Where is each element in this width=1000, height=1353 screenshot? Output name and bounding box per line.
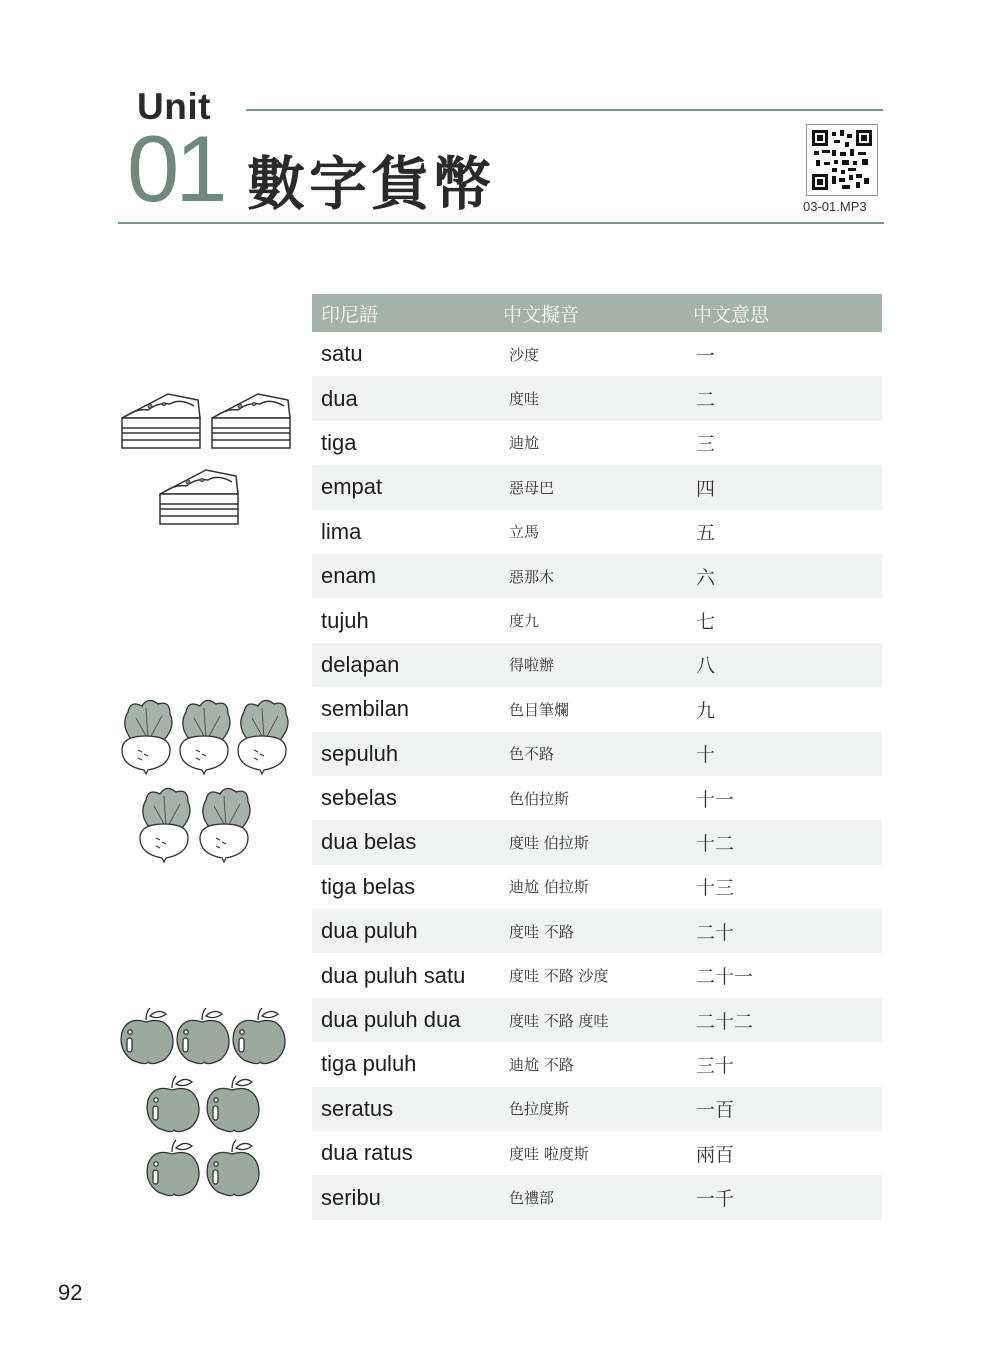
table-row — [312, 998, 882, 1042]
table-body — [312, 332, 882, 1220]
cell-pronunciation: 立馬 — [508, 523, 539, 542]
cell-indonesian: dua belas — [321, 829, 417, 855]
table-header — [312, 294, 882, 332]
cell-indonesian: dua ratus — [321, 1140, 413, 1166]
cell-pronunciation: 惡母巴 — [508, 478, 554, 497]
cell-indonesian: sebelas — [321, 785, 397, 811]
cell-pronunciation: 度九 — [508, 612, 539, 631]
audio-file-label: 03-01.MP3 — [803, 199, 867, 214]
table-row — [312, 1042, 882, 1086]
cell-pronunciation: 度哇 不路 度哇 — [508, 1011, 609, 1030]
cell-pronunciation: 度哇 伯拉斯 — [508, 833, 589, 852]
table-row — [312, 953, 882, 997]
cell-pronunciation: 色目筆爛 — [508, 700, 569, 719]
cell-meaning: 七 — [695, 611, 715, 634]
header-rule-top — [246, 109, 883, 111]
cell-indonesian: seribu — [321, 1184, 381, 1210]
table-row — [312, 687, 882, 731]
cell-pronunciation: 沙度 — [508, 345, 539, 364]
table-row — [312, 865, 882, 909]
cell-meaning: 三 — [695, 433, 715, 456]
cell-meaning: 二十 — [695, 921, 734, 944]
cell-meaning: 十一 — [695, 788, 734, 811]
cell-indonesian: tiga belas — [321, 873, 416, 899]
cell-indonesian: sembilan — [321, 696, 410, 722]
cell-pronunciation: 度哇 — [508, 390, 539, 409]
column-header-indonesian: 印尼語 — [321, 303, 379, 326]
cell-meaning: 兩百 — [695, 1143, 734, 1166]
table-row — [312, 776, 882, 820]
cell-pronunciation: 度哇 不路 沙度 — [508, 967, 609, 986]
cell-indonesian: sepuluh — [321, 740, 399, 766]
cell-meaning: 十 — [695, 744, 715, 767]
cell-meaning: 六 — [695, 566, 715, 589]
page-number: 92 — [58, 1280, 83, 1305]
table-row — [312, 1087, 882, 1131]
cell-indonesian: satu — [321, 341, 363, 367]
cell-meaning: 一 — [695, 344, 715, 367]
cell-pronunciation: 色不路 — [508, 745, 554, 764]
cell-indonesian: dua puluh satu — [321, 962, 466, 988]
table-row — [312, 1175, 882, 1219]
table-row — [312, 376, 882, 420]
apples-illustration — [118, 1008, 298, 1198]
cell-indonesian: empat — [321, 474, 383, 500]
cell-meaning: 一百 — [695, 1099, 734, 1122]
cell-meaning: 四 — [695, 477, 715, 500]
cell-pronunciation: 度哇 不路 — [508, 922, 574, 941]
cell-pronunciation: 得啦辦 — [508, 656, 554, 675]
table-row — [312, 1131, 882, 1175]
table-row — [312, 820, 882, 864]
cell-indonesian: lima — [321, 518, 362, 544]
cell-meaning: 三十 — [695, 1054, 734, 1077]
cell-pronunciation: 色伯拉斯 — [508, 789, 569, 808]
cell-indonesian: dua — [321, 385, 358, 411]
cell-indonesian: tiga puluh — [321, 1051, 417, 1077]
page-title: 數字貨幣 — [247, 150, 496, 218]
cell-indonesian: dua puluh dua — [321, 1007, 461, 1033]
table-row — [312, 643, 882, 687]
cell-pronunciation: 迪尬 伯拉斯 — [508, 878, 589, 897]
cell-meaning: 二十二 — [695, 1010, 753, 1033]
cell-indonesian: delapan — [321, 651, 400, 677]
table-row — [312, 909, 882, 953]
cell-pronunciation: 迪尬 不路 — [508, 1055, 574, 1074]
header-rule-bottom — [118, 222, 884, 224]
cell-meaning: 五 — [695, 522, 715, 545]
table-row — [312, 332, 882, 376]
cell-indonesian: dua puluh — [321, 918, 418, 944]
cell-pronunciation: 色拉度斯 — [508, 1100, 569, 1119]
cell-indonesian: enam — [321, 563, 377, 589]
qr-code-icon[interactable] — [806, 124, 878, 196]
cell-indonesian: tiga — [321, 429, 357, 455]
table-row — [312, 421, 882, 465]
column-header-pronunciation: 中文擬音 — [503, 303, 580, 326]
cell-pronunciation: 色禮部 — [508, 1189, 554, 1208]
radishes-illustration — [118, 696, 300, 864]
cake-slices-illustration — [118, 388, 298, 533]
cell-pronunciation: 惡那木 — [508, 567, 554, 586]
table-row — [312, 598, 882, 642]
table-row — [312, 554, 882, 598]
vocabulary-table — [312, 294, 882, 1220]
unit-number: 01 — [127, 116, 224, 221]
cell-meaning: 八 — [695, 655, 715, 678]
table-row — [312, 465, 882, 509]
unit-label: Unit — [137, 86, 211, 127]
column-header-meaning: 中文意思 — [693, 303, 770, 326]
cell-meaning: 二十一 — [695, 966, 753, 989]
cell-indonesian: seratus — [321, 1095, 394, 1121]
cell-indonesian: tujuh — [321, 607, 369, 633]
cell-meaning: 十二 — [695, 832, 734, 855]
table-row — [312, 732, 882, 776]
cell-meaning: 二 — [695, 389, 715, 412]
cell-meaning: 十三 — [695, 877, 734, 900]
cell-meaning: 一千 — [695, 1188, 734, 1211]
cell-meaning: 九 — [695, 699, 715, 722]
cell-pronunciation: 迪尬 — [508, 434, 539, 453]
table-row — [312, 510, 882, 554]
cell-pronunciation: 度哇 啦度斯 — [508, 1144, 589, 1163]
